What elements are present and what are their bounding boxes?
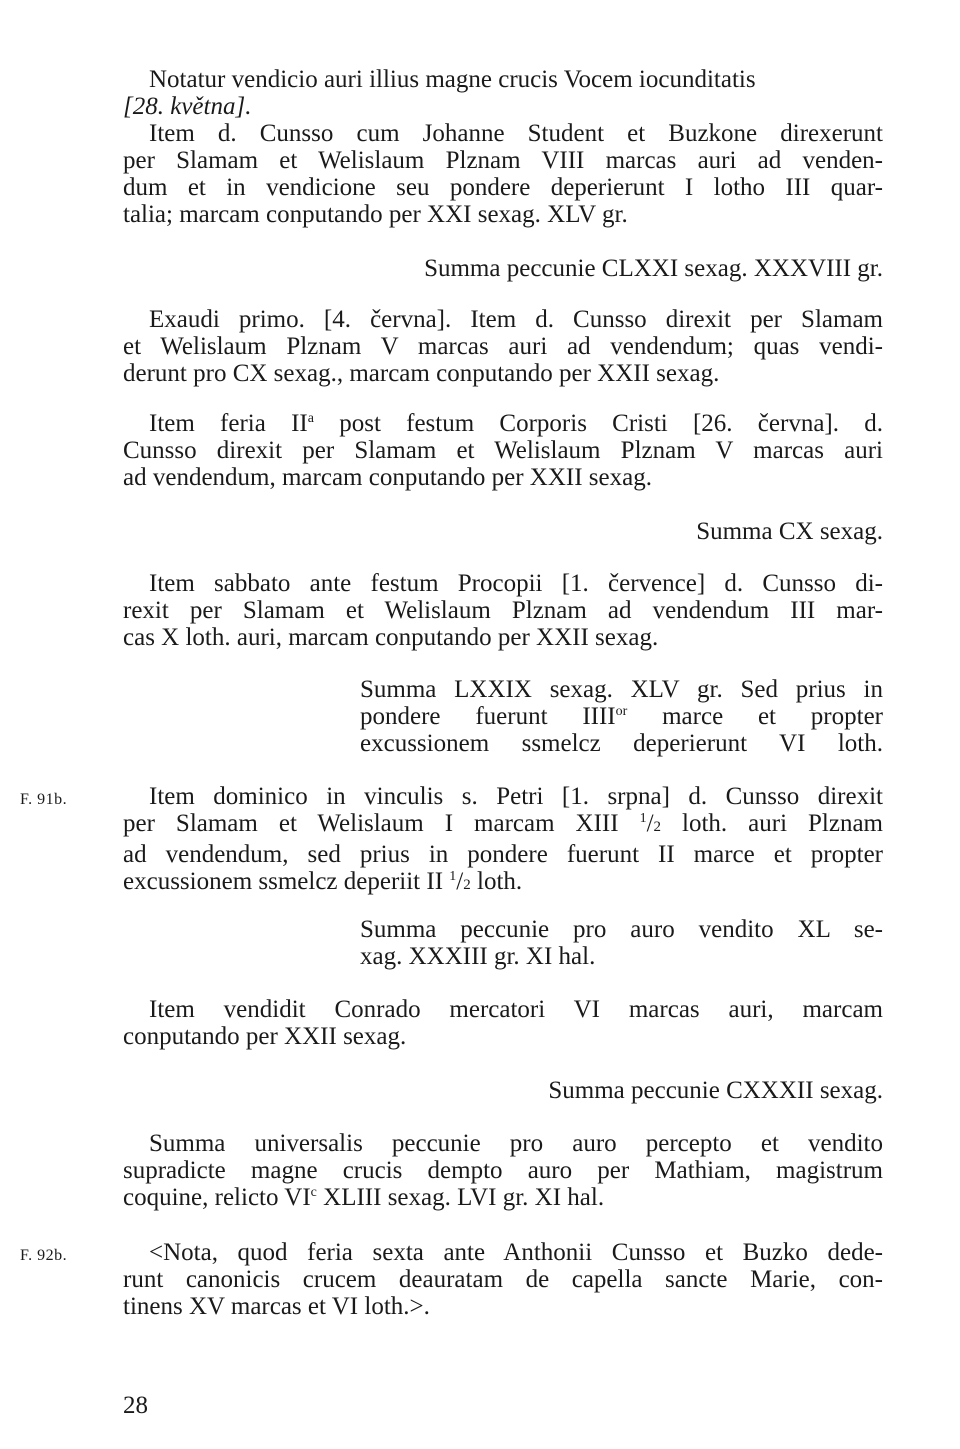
text-fragment: pondere fuerunt IIII xyxy=(360,703,616,730)
text-fragment: XLIII sexag. LVI gr. XI hal. xyxy=(316,1184,605,1211)
summa-text: Summa CX sexag. xyxy=(696,518,883,545)
text-line: rexit per Slamam et Welislaum Plznam ad vendendum III mar- xyxy=(123,597,883,624)
text-line: tinens XV marcas et VI loth.>. xyxy=(123,1293,430,1320)
fraction-numerator: 1 xyxy=(449,869,457,884)
text-line xyxy=(360,703,883,730)
summa-text: Summa peccunie CXXXII sexag. xyxy=(548,1077,883,1104)
paragraph xyxy=(123,570,883,651)
fraction-slash: / xyxy=(646,810,654,837)
summa-block xyxy=(360,676,883,757)
text-fragment: coquine, relicto VI xyxy=(123,1184,311,1211)
text-line: Summa peccunie pro auro vendito XL se- xyxy=(360,916,883,943)
paragraph xyxy=(123,1239,883,1320)
text-line: Item d. Cunsso cum Johanne Student et Buzkone direxerunt xyxy=(149,120,883,147)
summa-line xyxy=(123,255,883,282)
text-line: Summa LXXIX sexag. XLV gr. Sed prius in xyxy=(360,676,883,703)
page-number: 28 xyxy=(123,1392,148,1419)
text-line: Item sabbato ante festum Procopii [1. července] d. Cunsso di- xyxy=(149,570,883,597)
summa-text: Summa peccunie CLXXI sexag. XXXVIII gr. xyxy=(424,255,883,282)
fraction-denominator: 2 xyxy=(653,819,662,835)
paragraph xyxy=(123,410,883,491)
paragraph xyxy=(123,66,883,120)
text-line xyxy=(123,868,883,899)
text-line: ad vendendum, marcam conputando per XXII sexag. xyxy=(123,464,652,491)
text-fragment: loth. auri Plznam xyxy=(661,810,883,837)
summa-line xyxy=(123,1077,883,1104)
date-note: [28. května]. xyxy=(123,93,252,120)
text-fragment: post festum Corporis Cristi [26. června]. d. xyxy=(313,410,883,437)
summa-block xyxy=(360,916,883,970)
text-line: Item dominico in vinculis s. Petri [1. srpna] d. Cunsso direxit xyxy=(149,783,883,810)
text-fragment: loth. xyxy=(470,868,523,895)
text-line: Summa universalis peccunie pro auro percepto et vendito xyxy=(149,1130,883,1157)
superscript: or xyxy=(615,704,628,719)
superscript: c xyxy=(310,1185,317,1200)
fraction-denominator: 2 xyxy=(463,877,471,893)
text-line: dum et in vendicione seu pondere deperierunt I lotho III quar- xyxy=(123,174,883,201)
text-fragment: excussionem ssmelcz deperiit II xyxy=(123,868,450,895)
paragraph xyxy=(123,783,883,899)
text-line: Item vendidit Conrado mercatori VI marcas auri, marcam xyxy=(149,996,883,1023)
text-line: xag. XXXIII gr. XI hal. xyxy=(360,943,596,970)
text-line xyxy=(123,1184,883,1211)
paragraph xyxy=(123,1130,883,1211)
text-line: Cunsso direxit per Slamam et Welislaum Plznam V marcas auri xyxy=(123,437,883,464)
text-line xyxy=(123,410,883,437)
text-fragment: Item feria II xyxy=(149,410,308,437)
text-line: Exaudi primo. [4. června]. Item d. Cunsso direxit per Slamam xyxy=(149,306,883,333)
margin-folio-note: F. 91b. xyxy=(20,791,68,808)
text-line: Notatur vendicio auri illius magne crucis Vocem iocunditatis xyxy=(149,66,756,93)
text-line: excussionem ssmelcz deperierunt VI loth. xyxy=(360,730,883,757)
paragraph xyxy=(123,306,883,387)
text-line: conputando per XXII sexag. xyxy=(123,1023,407,1050)
paragraph xyxy=(123,120,883,228)
text-line: <Nota, quod feria sexta ante Anthonii Cunsso et Buzko dede- xyxy=(149,1239,883,1266)
fraction-numerator: 1 xyxy=(639,811,647,826)
text-line: talia; marcam conputando per XXI sexag. XLV gr. xyxy=(123,201,628,228)
margin-folio-note: F. 92b. xyxy=(20,1247,68,1264)
text-line: derunt pro CX sexag., marcam conputando per XXII sexag. xyxy=(123,360,720,387)
text-line: supradicte magne crucis dempto auro per Mathiam, magistrum xyxy=(123,1157,883,1184)
summa-line xyxy=(123,518,883,545)
text-line xyxy=(123,810,883,841)
text-fragment: per Slamam et Welislaum I marcam XIII xyxy=(123,810,640,837)
text-line: et Welislaum Plznam V marcas auri ad vendendum; quas vendi- xyxy=(123,333,883,360)
fraction-slash: / xyxy=(456,868,464,895)
superscript: a xyxy=(307,411,314,426)
paragraph xyxy=(123,996,883,1050)
text-line: cas X loth. auri, marcam conputando per XXII sexag. xyxy=(123,624,659,651)
text-line: ad vendendum, sed prius in pondere fuerunt II marce et propter xyxy=(123,841,883,868)
text-line: runt canonicis crucem deauratam de capella sancte Marie, con- xyxy=(123,1266,883,1293)
text-line: per Slamam et Welislaum Plznam VIII marcas auri ad venden- xyxy=(123,147,883,174)
text-fragment: marce et propter xyxy=(627,703,884,730)
